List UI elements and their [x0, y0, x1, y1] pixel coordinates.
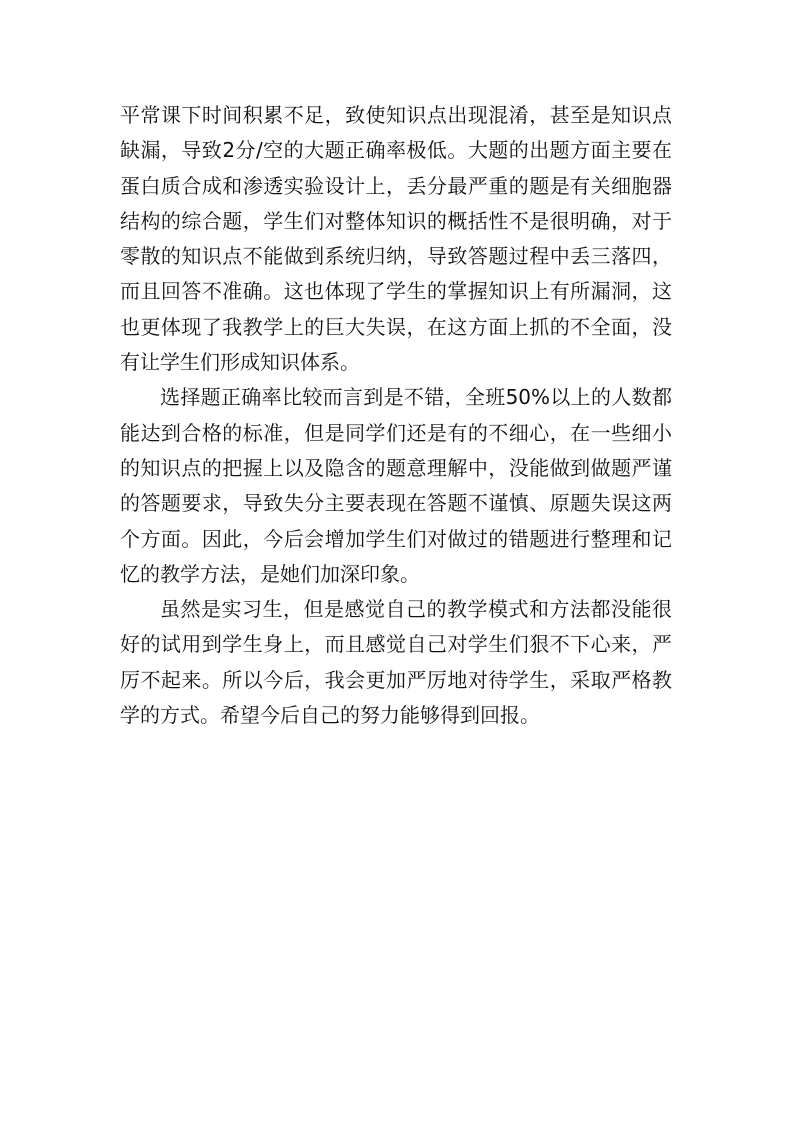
paragraph-1: 平常课下时间积累不足，致使知识点出现混淆，甚至是知识点缺漏，导致2分/空的大题正确率极低。大题的出题方面主要在蛋白质合成和渗透实验设计上，丢分最严重的题是有关细胞器结构的综合题，学生们对整体知识的概括性不是很明确，对于零散的知识点不能做到系统归纳，导致答题过程中丢三落四，而且回答不准确。这也体现了学生的掌握知识上有所漏洞，这也更体现了我教学上的巨大失误，在这方面上抓的不全面，没有让学生们形成知识体系。: [120, 103, 672, 375]
paragraph-2: 选择题正确率比较而言到是不错，全班50%以上的人数都能达到合格的标准，但是同学们还是有的不细心，在一些细小的知识点的把握上以及隐含的题意理解中，没能做到做题严谨的答题要求，导致失分主要表现在答题不谨慎、原题失误这两个方面。因此，今后会增加学生们对做过的错题进行整理和记忆的教学方法，是她们加深印象。: [120, 385, 672, 586]
paragraph-3: 虽然是实习生，但是感觉自己的教学模式和方法都没能很好的试用到学生身上，而且感觉自己对学生们狠不下心来，严厉不起来。所以今后，我会更加严厉地对待学生，采取严格教学的方式。希望今后自己的努力能够得到回报。: [120, 597, 672, 728]
document-body: [120, 98, 672, 733]
